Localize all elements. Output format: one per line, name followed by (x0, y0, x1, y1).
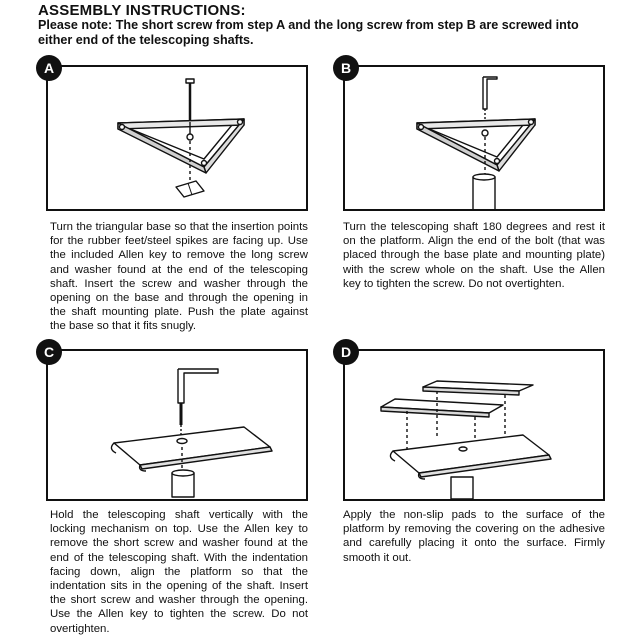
step-c-instructions: Hold the telescoping shaft vertically with the locking mechanism on top. Use the Allen key to remove the short screw and washer found at the end of the telescoping shaft. With the indentation facing down, align the platform so that the indentation sits in the opening of the shaft. Insert the short screw and washer through the opening. Use the Allen key to tighten the screw. Do not overtighten. (50, 509, 308, 635)
step-a-instructions: Turn the triangular base so that the insertion points for the rubber feet/steel spikes are facing up. Use the included Allen key to remove the long screw and washer found at the end of the telescoping shaft. Insert the screw and washer through the opening on the base and through the opening in the shaft mounting plate. Push the plate against the base so that it fits snugly. (50, 221, 308, 333)
step-b-badge: B (333, 55, 359, 81)
non-slip-pads-drawing (345, 351, 603, 499)
assembly-note: Please note: The short screw from step A and the long screw from step B are screwed into either end of the telescoping shafts. (38, 18, 579, 47)
platform-on-shaft-drawing (48, 351, 306, 499)
step-b-instructions: Turn the telescoping shaft 180 degrees and rest it on the platform. Align the end of the bolt (that was placed through the base plate and mounting plate) with the screw whole on the shaft. Use the Allen key to tighten the screw. Do not overtighten. (343, 221, 605, 290)
page-title: ASSEMBLY INSTRUCTIONS: (38, 2, 246, 19)
shaft-on-base-drawing (345, 67, 603, 209)
step-c-illustration (43, 344, 308, 501)
step-a-badge: A (36, 55, 62, 81)
step-c-badge: C (36, 339, 62, 365)
step-d-instructions: Apply the non-slip pads to the surface of the platform by removing the covering on the adhesive and carefully placing it onto the surface. Firmly smooth it out. (343, 509, 605, 564)
step-d-badge: D (333, 339, 359, 365)
step-b-illustration (340, 60, 605, 211)
step-a-illustration (43, 60, 308, 211)
triangular-base-drawing (48, 67, 306, 209)
step-d-illustration (340, 344, 605, 501)
